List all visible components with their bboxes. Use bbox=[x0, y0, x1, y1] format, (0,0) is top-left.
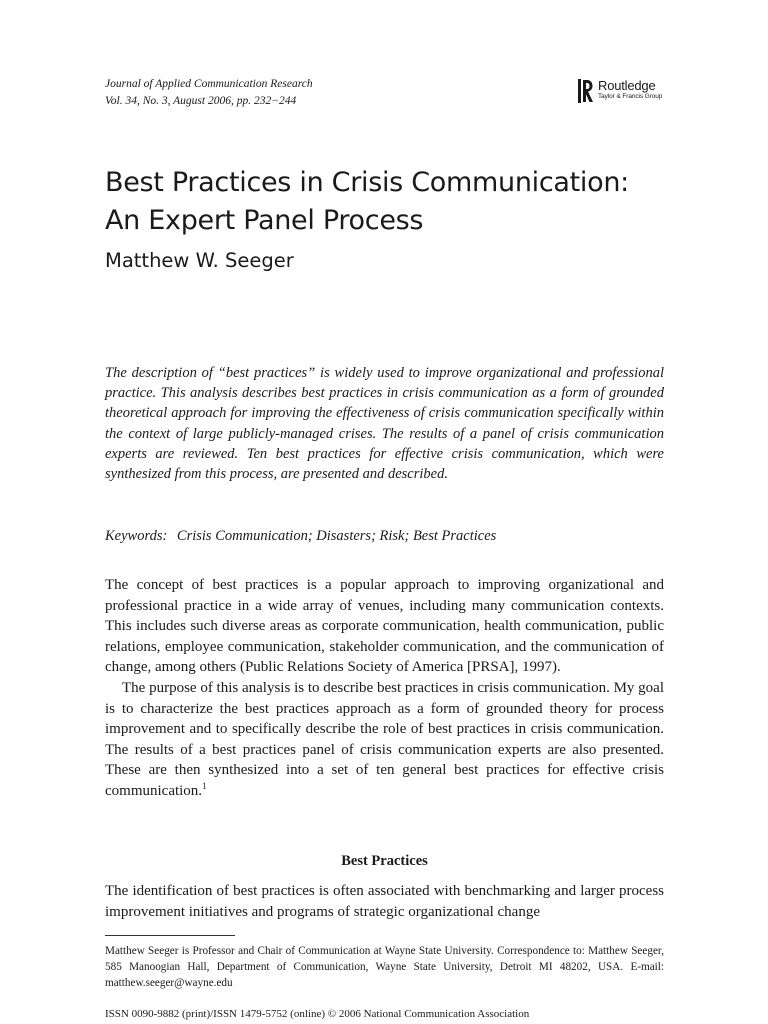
title-line-2: An Expert Panel Process bbox=[105, 205, 424, 236]
body-paragraph-2-text: The purpose of this analysis is to describe best practices in crisis communication. My goal is to characterize the best practices approach as a form of grounded theory for process improvement and to specifically describe the role of best practices in crisis communication. The results of a best practices panel of crisis communication experts are also presented. These are then synthesized into a set of ten general best practices for effective crisis communication. bbox=[105, 679, 664, 799]
title-line-1: Best Practices in Crisis Communication: bbox=[105, 167, 629, 198]
journal-name: Journal of Applied Communication Research bbox=[105, 78, 313, 90]
article-title bbox=[105, 164, 629, 240]
abstract: The description of “best practices” is widely used to improve organizational and professional practice. This analysis describes best practices in crisis communication as a form of grounded theoretical approach for improving the effectiveness of crisis communication specifically within the context of large publicly-managed crises. The results of a panel of crisis communication experts are reviewed. Ten best practices for effective crisis communication, which were synthesized from this process, are presented and described. bbox=[105, 365, 664, 483]
publisher-group: Taylor & Francis Group bbox=[598, 93, 663, 100]
author-footnote: Matthew Seeger is Professor and Chair of Communication at Wayne State University. Correspondence to: Matthew Seeger, 585 Manoogian Hall, Department of Communication, Wayne State University, Detroit MI 48202, USA. E-mail: matthew.seeger@wayne.edu bbox=[105, 945, 664, 989]
keywords-label: Keywords: bbox=[105, 528, 168, 544]
article-author: Matthew W. Seeger bbox=[105, 249, 294, 272]
issn-line: ISSN 0090-9882 (print)/ISSN 1479-5752 (online) © 2006 National Communication Association bbox=[105, 1008, 530, 1020]
body-paragraph-2 bbox=[105, 678, 664, 802]
section-heading: Best Practices bbox=[341, 853, 428, 869]
keywords bbox=[105, 526, 496, 546]
routledge-logo-icon bbox=[578, 78, 594, 104]
footnote-marker[interactable]: 1 bbox=[202, 780, 207, 791]
volume-info: Vol. 34, No. 3, August 2006, pp. 232−244 bbox=[105, 95, 297, 107]
body-paragraph-1: The concept of best practices is a popular approach to improving organizational and professional practice in a wide array of venues, including many communication contexts. This includes such diverse areas as corporate communication, health communication, public relations, employee communication, stakeholder communication, and the communication of change, among others (Public Relations Society of America [PRSA], 1997). bbox=[105, 577, 664, 676]
journal-header bbox=[105, 76, 313, 110]
keywords-value: Crisis Communication; Disasters; Risk; Best Practices bbox=[176, 528, 497, 544]
section-paragraph: The identification of best practices is often associated with benchmarking and larger process improvement initiatives and programs of strategic organizational change bbox=[105, 883, 664, 920]
footnote-divider bbox=[105, 935, 235, 936]
body-text bbox=[105, 575, 664, 802]
publisher-name: Routledge bbox=[598, 78, 656, 93]
publisher-logo bbox=[578, 78, 662, 104]
